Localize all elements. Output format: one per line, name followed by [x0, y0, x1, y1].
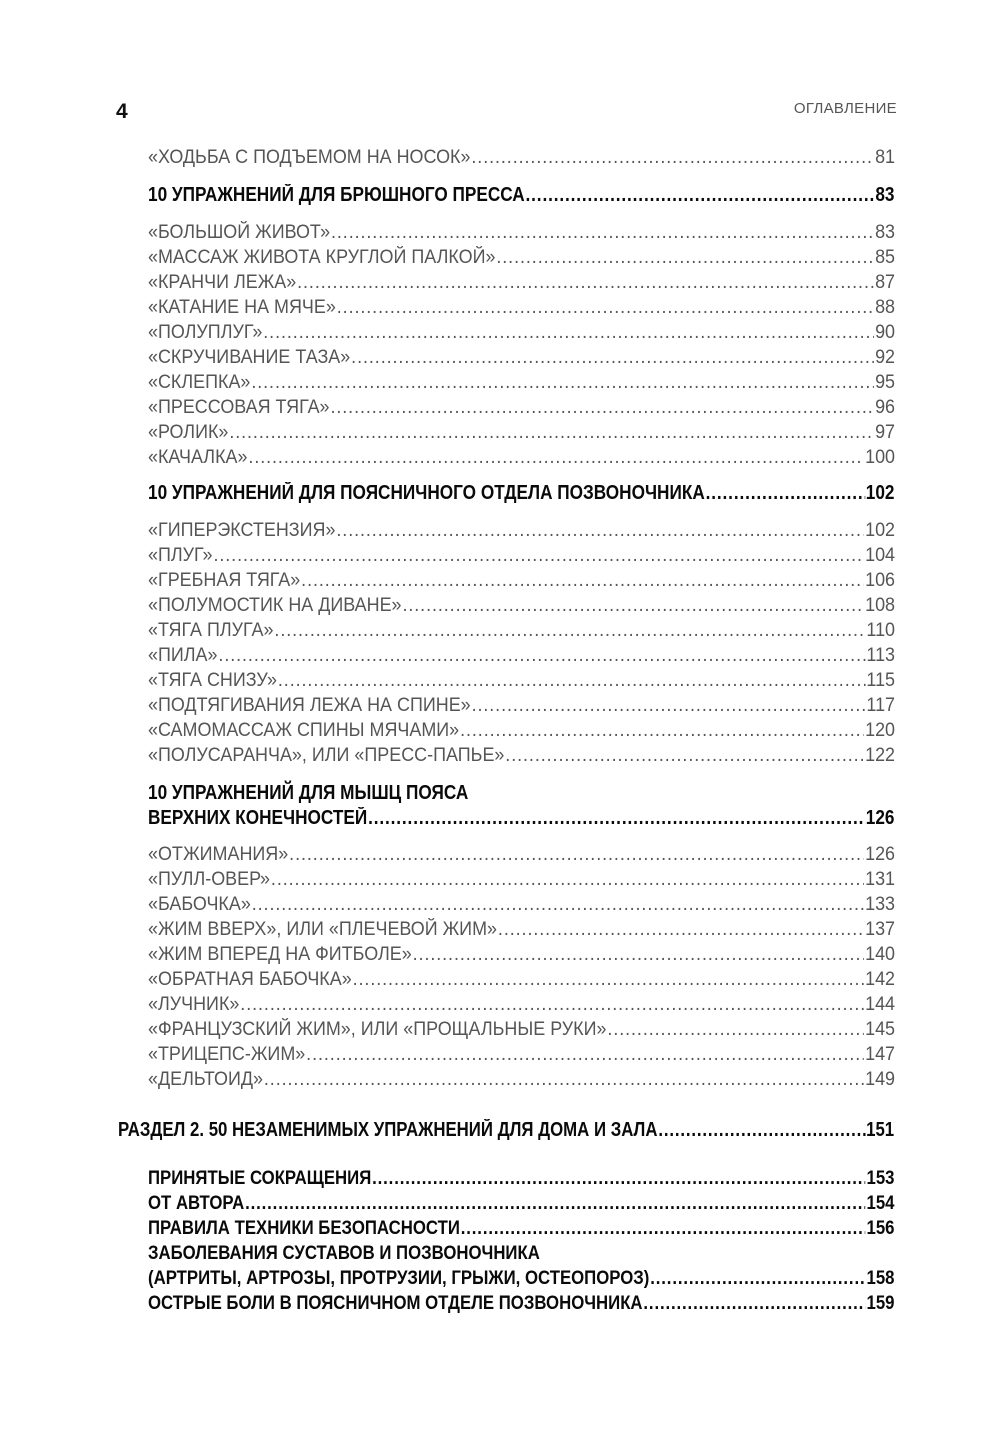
dot-leader [248, 446, 864, 469]
toc-item-page: 81 [875, 146, 896, 168]
dot-leader [274, 619, 865, 642]
toc-item-page: 110 [866, 619, 896, 641]
dot-leader [526, 184, 875, 207]
toc-item-page: 115 [866, 669, 896, 691]
toc-item[interactable] [148, 146, 895, 169]
toc-item-page: 145 [865, 1018, 896, 1040]
toc-heading-page: 126 [865, 807, 895, 829]
toc-item[interactable] [148, 644, 895, 667]
toc-item-page: 158 [866, 1267, 895, 1289]
dot-leader [368, 807, 865, 830]
toc-item-page: 100 [865, 446, 896, 468]
dot-leader [245, 1192, 866, 1215]
toc-item-title: ПРАВИЛА ТЕХНИКИ БЕЗОПАСНОСТИ [148, 1217, 460, 1239]
toc-item-title: «КАЧАЛКА» [148, 446, 248, 468]
dot-leader [251, 371, 874, 394]
dot-leader [607, 1018, 864, 1041]
toc-item-page: 122 [865, 744, 896, 766]
toc-heading-title: 10 УПРАЖНЕНИЙ ДЛЯ ПОЯСНИЧНОГО ОТДЕЛА ПОЗВОНОЧНИКА [148, 482, 705, 504]
toc-item-title: ОТ АВТОРА [148, 1192, 245, 1214]
toc-item-page: 97 [875, 421, 896, 443]
dot-leader [263, 321, 874, 344]
toc-item-page: 90 [875, 321, 896, 343]
toc-section[interactable] [118, 1119, 894, 1142]
toc-item[interactable] [148, 1043, 895, 1066]
toc-item-page: 120 [865, 719, 896, 741]
toc-item-page: 108 [865, 594, 896, 616]
toc-heading[interactable] [148, 184, 894, 207]
toc-item[interactable] [148, 619, 895, 642]
toc-heading-line1: 10 УПРАЖНЕНИЙ ДЛЯ МЫШЦ ПОЯСА [148, 782, 469, 804]
toc-item-page: 83 [875, 221, 896, 243]
toc-item-page: 106 [865, 569, 896, 591]
toc-item-title: «ЛУЧНИК» [148, 993, 240, 1015]
toc-item-title: «ХОДЬБА С ПОДЪЕМОМ НА НОСОК» [148, 146, 471, 168]
toc-item[interactable] [148, 569, 895, 592]
toc-item[interactable] [148, 694, 895, 717]
toc-item-title: «КАТАНИЕ НА МЯЧЕ» [148, 296, 336, 318]
toc-item-page: 159 [866, 1292, 895, 1314]
toc-item[interactable] [148, 993, 895, 1016]
toc-item-title: «МАССАЖ ЖИВОТА КРУГЛОЙ ПАЛКОЙ» [148, 246, 496, 268]
toc-item[interactable] [148, 1068, 895, 1091]
toc-item[interactable] [148, 893, 895, 916]
dot-leader [218, 644, 865, 667]
toc-section-title: РАЗДЕЛ 2. 50 НЕЗАМЕНИМЫХ УПРАЖНЕНИЙ ДЛЯ ДОМА И ЗАЛА [118, 1119, 658, 1141]
toc-item-title: «БАБОЧКА» [148, 893, 251, 915]
toc-item[interactable] [148, 296, 895, 319]
toc-item-title: «САМОМАССАЖ СПИНЫ МЯЧАМИ» [148, 719, 460, 741]
toc-front-item[interactable] [148, 1167, 894, 1190]
dot-leader [402, 594, 864, 617]
toc-item-page: 113 [866, 644, 896, 666]
dot-leader [650, 1267, 865, 1290]
toc-item-page: 133 [865, 893, 896, 915]
dot-leader [460, 719, 864, 742]
toc-item-title: «ЖИМ ВВЕРХ», ИЛИ «ПЛЕЧЕВОЙ ЖИМ» [148, 918, 498, 940]
toc-item[interactable] [148, 744, 895, 767]
toc-item-page: 131 [865, 868, 896, 890]
toc-item-page: 87 [875, 271, 896, 293]
toc-item-title: «ТРИЦЕПС-ЖИМ» [148, 1043, 306, 1065]
toc-item-title: «ТЯГА ПЛУГА» [148, 619, 274, 641]
toc-front-item-line1: ЗАБОЛЕВАНИЯ СУСТАВОВ И ПОЗВОНОЧНИКА [148, 1242, 540, 1264]
toc-item-title: «ОТЖИМАНИЯ» [148, 843, 289, 865]
toc-item-title: ОСТРЫЕ БОЛИ В ПОЯСНИЧНОМ ОТДЕЛЕ ПОЗВОНОЧНИКА [148, 1292, 643, 1314]
toc-item-page: 117 [866, 694, 896, 716]
toc-item-page: 140 [865, 943, 896, 965]
toc-item-title: «ПЛУГ» [148, 544, 213, 566]
dot-leader [240, 993, 864, 1016]
dot-leader [496, 246, 874, 269]
dot-leader [337, 296, 874, 319]
toc-item-title: (АРТРИТЫ, АРТРОЗЫ, ПРОТРУЗИИ, ГРЫЖИ, ОСТЕОПОРОЗ) [148, 1267, 650, 1289]
dot-leader [278, 669, 866, 692]
toc-item[interactable] [148, 246, 895, 269]
toc-item-page: 144 [865, 993, 896, 1015]
toc-item-title: ПРИНЯТЫЕ СОКРАЩЕНИЯ [148, 1167, 372, 1189]
toc-item-title: «ПОЛУМОСТИК НА ДИВАНЕ» [148, 594, 402, 616]
toc-item[interactable] [148, 519, 895, 542]
toc-item-title: «ПРЕССОВАЯ ТЯГА» [148, 396, 330, 418]
toc-item[interactable] [148, 544, 895, 567]
toc-item[interactable] [148, 271, 895, 294]
toc-item-title: «ПОЛУПЛУГ» [148, 321, 263, 343]
page-number: 4 [116, 100, 128, 123]
toc-heading[interactable] [148, 807, 894, 830]
toc-item-title: «БОЛЬШОЙ ЖИВОТ» [148, 221, 331, 243]
toc-item-title: «КРАНЧИ ЛЕЖА» [148, 271, 297, 293]
toc-section-page: 151 [866, 1119, 895, 1141]
dot-leader [306, 1043, 864, 1066]
toc-item-page: 156 [866, 1217, 895, 1239]
dot-leader [461, 1217, 866, 1240]
dot-leader [505, 744, 864, 767]
toc-item-page: 104 [865, 544, 896, 566]
toc-item[interactable] [148, 1018, 895, 1041]
dot-leader [706, 482, 865, 505]
toc-front-item[interactable] [148, 1267, 894, 1290]
running-head: ОГЛАВЛЕНИЕ [793, 100, 897, 117]
dot-leader [336, 519, 864, 542]
toc-item-page: 126 [865, 843, 896, 865]
dot-leader [472, 694, 866, 717]
dot-leader [330, 396, 874, 419]
toc-item-page: 153 [866, 1167, 895, 1189]
toc-item-page: 137 [865, 918, 896, 940]
dot-leader [252, 893, 864, 916]
toc-item-title: «ДЕЛЬТОИД» [148, 1068, 263, 1090]
dot-leader [372, 1167, 866, 1190]
dot-leader [271, 868, 864, 891]
dot-leader [498, 918, 864, 941]
toc-item-title: «СКРУЧИВАНИЕ ТАЗА» [148, 346, 351, 368]
toc-item[interactable] [148, 396, 895, 419]
toc-item-title: «ОБРАТНАЯ БАБОЧКА» [148, 968, 352, 990]
dot-leader [353, 968, 865, 991]
dot-leader [264, 1068, 864, 1091]
toc-item-title: «ТЯГА СНИЗУ» [148, 669, 277, 691]
dot-leader [213, 544, 864, 567]
toc-item[interactable] [148, 221, 895, 244]
toc-item-page: 85 [875, 246, 896, 268]
toc-item[interactable] [148, 321, 895, 344]
toc-front-item[interactable] [148, 1217, 894, 1240]
toc-heading[interactable] [148, 482, 894, 505]
toc-item[interactable] [148, 421, 895, 444]
toc-front-item[interactable] [148, 1292, 894, 1315]
dot-leader [297, 271, 874, 294]
dot-leader [331, 221, 874, 244]
toc-front-item[interactable] [148, 1192, 894, 1215]
toc-heading-page: 102 [865, 482, 895, 504]
toc-item-page: 154 [866, 1192, 895, 1214]
dot-leader [351, 346, 874, 369]
toc-heading-page: 83 [875, 184, 895, 206]
toc-item[interactable] [148, 594, 895, 617]
dot-leader [471, 146, 874, 169]
toc-item-page: 102 [865, 519, 896, 541]
toc-heading-title: ВЕРХНИХ КОНЕЧНОСТЕЙ [148, 807, 368, 829]
toc-item-page: 142 [865, 968, 896, 990]
toc-item[interactable] [148, 346, 895, 369]
toc-item-page: 95 [875, 371, 896, 393]
toc-item-title: «ЖИМ ВПЕРЕД НА ФИТБОЛЕ» [148, 943, 412, 965]
dot-leader [229, 421, 874, 444]
toc-item[interactable] [148, 943, 895, 966]
toc-item-title: «ГРЕБНАЯ ТЯГА» [148, 569, 301, 591]
toc-item[interactable] [148, 719, 895, 742]
dot-leader [289, 843, 864, 866]
toc-item[interactable] [148, 843, 895, 866]
toc-item-title: «ФРАНЦУЗСКИЙ ЖИМ», ИЛИ «ПРОЩАЛЬНЫЕ РУКИ» [148, 1018, 607, 1040]
toc-item-title: «ПОДТЯГИВАНИЯ ЛЕЖА НА СПИНЕ» [148, 694, 471, 716]
toc-item-title: «ГИПЕРЭКСТЕНЗИЯ» [148, 519, 336, 541]
toc-item[interactable] [148, 968, 895, 991]
toc-item-page: 96 [875, 396, 896, 418]
toc-item[interactable] [148, 918, 895, 941]
toc-item-title: «ПОЛУСАРАНЧА», ИЛИ «ПРЕСС-ПАПЬЕ» [148, 744, 505, 766]
dot-leader [658, 1119, 865, 1142]
toc-item-page: 92 [875, 346, 896, 368]
toc-item-page: 88 [875, 296, 896, 318]
toc-heading-title: 10 УПРАЖНЕНИЙ ДЛЯ БРЮШНОГО ПРЕССА [148, 184, 525, 206]
dot-leader [643, 1292, 865, 1315]
toc-item-title: «РОЛИК» [148, 421, 229, 443]
toc-item-title: «ПУЛЛ-ОВЕР» [148, 868, 271, 890]
toc-item-title: «СКЛЕПКА» [148, 371, 251, 393]
toc-item-title: «ПИЛА» [148, 644, 218, 666]
toc-item-page: 149 [865, 1068, 896, 1090]
dot-leader [413, 943, 865, 966]
toc-item[interactable] [148, 669, 895, 692]
toc-item[interactable] [148, 446, 895, 469]
toc-item[interactable] [148, 371, 895, 394]
toc-item[interactable] [148, 868, 895, 891]
toc-item-page: 147 [865, 1043, 896, 1065]
dot-leader [301, 569, 864, 592]
